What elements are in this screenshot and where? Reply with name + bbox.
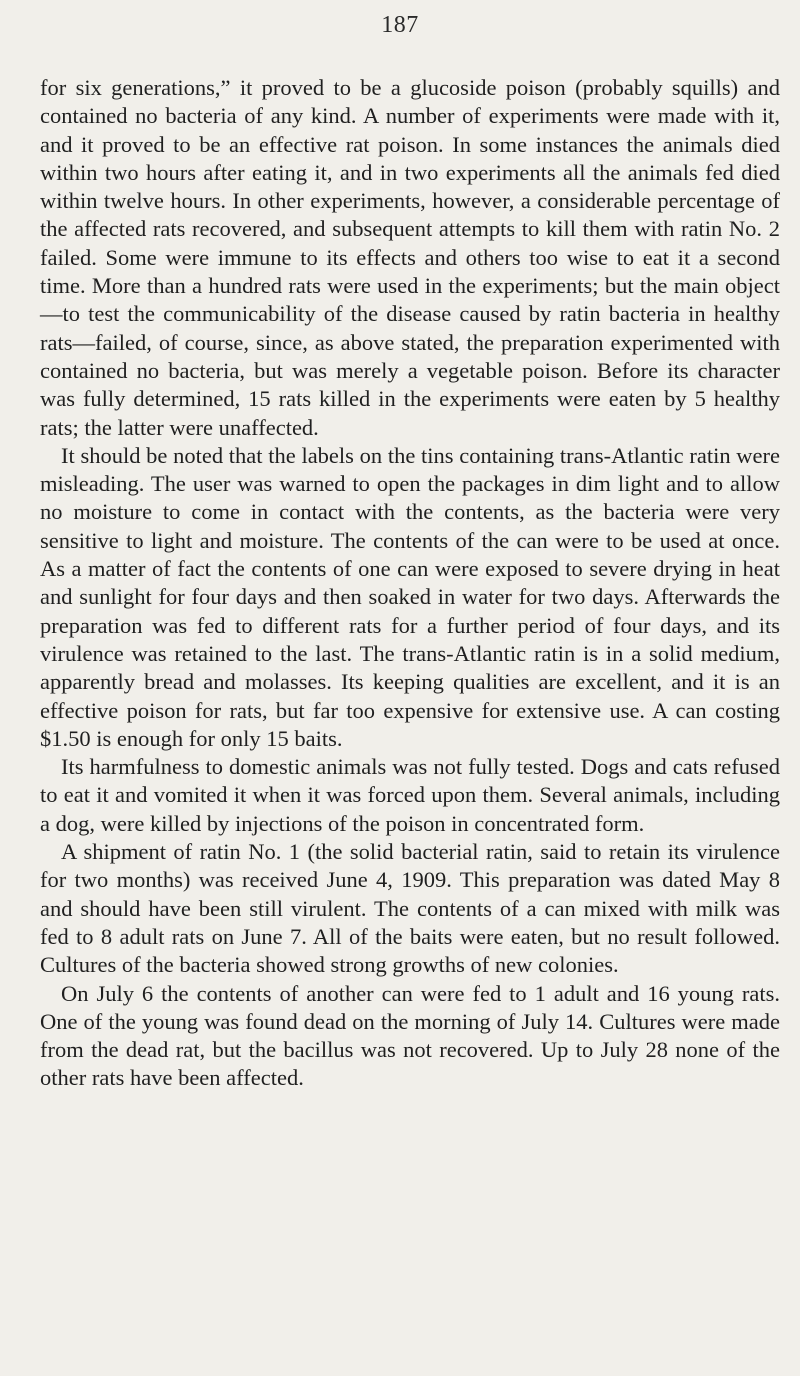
- paragraph: Its harmfulness to domestic animals was not fully tested. Dogs and cats refused to eat it and vomited it when it was forced upon them. Several animals, including a dog, were killed by injections of the poison in concentrated form.: [40, 754, 780, 836]
- paragraph: On July 6 the contents of another can were fed to 1 adult and 16 young rats. One of the young was found dead on the morning of July 14. Cultures were made from the dead rat, but the bacillus was not recovered. Up to July 28 none of the other rats have been affected.: [40, 980, 780, 1091]
- paragraph: for six generations,” it proved to be a glucoside poison (probably squills) and contained no bacteria of any kind. A number of experiments were made with it, and it proved to be an effective rat poison. In some instances the animals died within two hours after eating it, and in two experiments all the animals fed died within twelve hours. In other experiments, however, a considerable percentage of the affected rats recovered, and subsequent attempts to kill them with ratin No. 2 failed. Some were immune to its effects and others too wise to eat it a second time. More than a hundred rats were used in the experiments; but the main object—to test the communicability of the disease caused by ratin bacteria in healthy rats—failed, of course, since, as above stated, the preparation experimented with contained no bacteria, but was merely a vegetable poison. Before its character was fully determined, 15 rats killed in the experiments were eaten by 5 healthy rats; the latter were unaffected.: [40, 75, 780, 440]
- paragraph: It should be noted that the labels on the tins containing trans-Atlantic ratin were misleading. The user was warned to open the packages in dim light and to allow no moisture to come in contact with the contents, as the bacteria were very sensitive to light and moisture. The contents of the can were to be used at once. As a matter of fact the contents of one can were exposed to severe drying in heat and sunlight for four days and then soaked in water for two days. Afterwards the preparation was fed to different rats for a further period of four days, and its virulence was retained to the last. The trans-Atlantic ratin is in a solid medium, apparently bread and molasses. Its keeping qualities are excellent, and it is an effective poison for rats, but far too expensive for extensive use. A can costing $1.50 is enough for only 15 baits.: [40, 442, 780, 751]
- page-number: 187: [381, 12, 419, 38]
- paragraph: A shipment of ratin No. 1 (the solid bacterial ratin, said to retain its virulence for two months) was received June 4, 1909. This preparation was dated May 8 and should have been still virulent. The contents of a can mixed with milk was fed to 8 adult rats on June 7. All of the baits were eaten, but no result followed. Cultures of the bacteria showed strong growths of new colonies.: [40, 839, 780, 978]
- body-text: [40, 74, 780, 1093]
